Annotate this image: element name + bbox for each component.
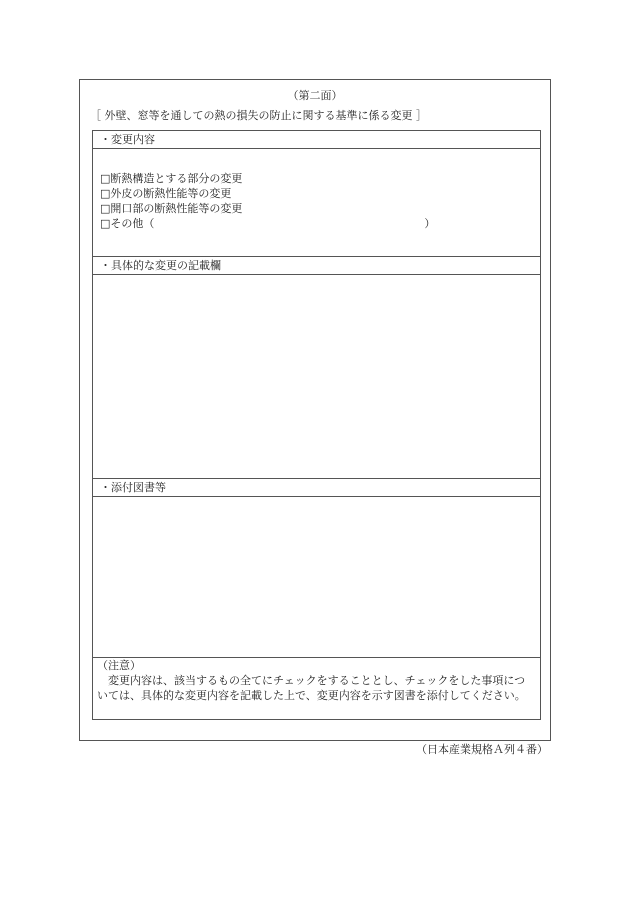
note-text: 変更内容は、該当するもの全てにチェックをすることとし、チェックをした事項については、具体的な変更内容を記載した上で、変更内容を示す図書を添付してください。 — [97, 674, 526, 702]
face-label: （第二面） — [287, 89, 343, 102]
note-heading: （注意） — [97, 659, 141, 672]
checkbox-opening-performance[interactable]: □開口部の断熱性能等の変更 — [100, 202, 243, 215]
other-close: ） — [424, 217, 436, 230]
attachments-header: ・添付図書等 — [93, 479, 540, 497]
form-frame — [79, 79, 551, 741]
form-table — [92, 130, 541, 720]
details-field[interactable] — [93, 275, 540, 479]
attachments-field[interactable] — [93, 497, 540, 658]
details-header: ・具体的な変更の記載欄 — [93, 257, 540, 275]
paper-size-footer: （日本産業規格Ａ列４番） — [416, 743, 548, 756]
checkbox-other[interactable] — [100, 216, 540, 231]
checkbox-insulation-structure[interactable]: □断熱構造とする部分の変更 — [100, 172, 243, 185]
checkbox-envelope-performance[interactable]: □外皮の断熱性能等の変更 — [100, 187, 232, 200]
change-content-options — [93, 149, 540, 257]
other-label: □その他（ — [100, 217, 155, 230]
form-title: ［ 外壁、窓等を通しての熱の損失の防止に関する基準に係る変更 ］ — [90, 109, 427, 122]
change-content-header: ・変更内容 — [93, 131, 540, 149]
note-section — [93, 658, 540, 719]
